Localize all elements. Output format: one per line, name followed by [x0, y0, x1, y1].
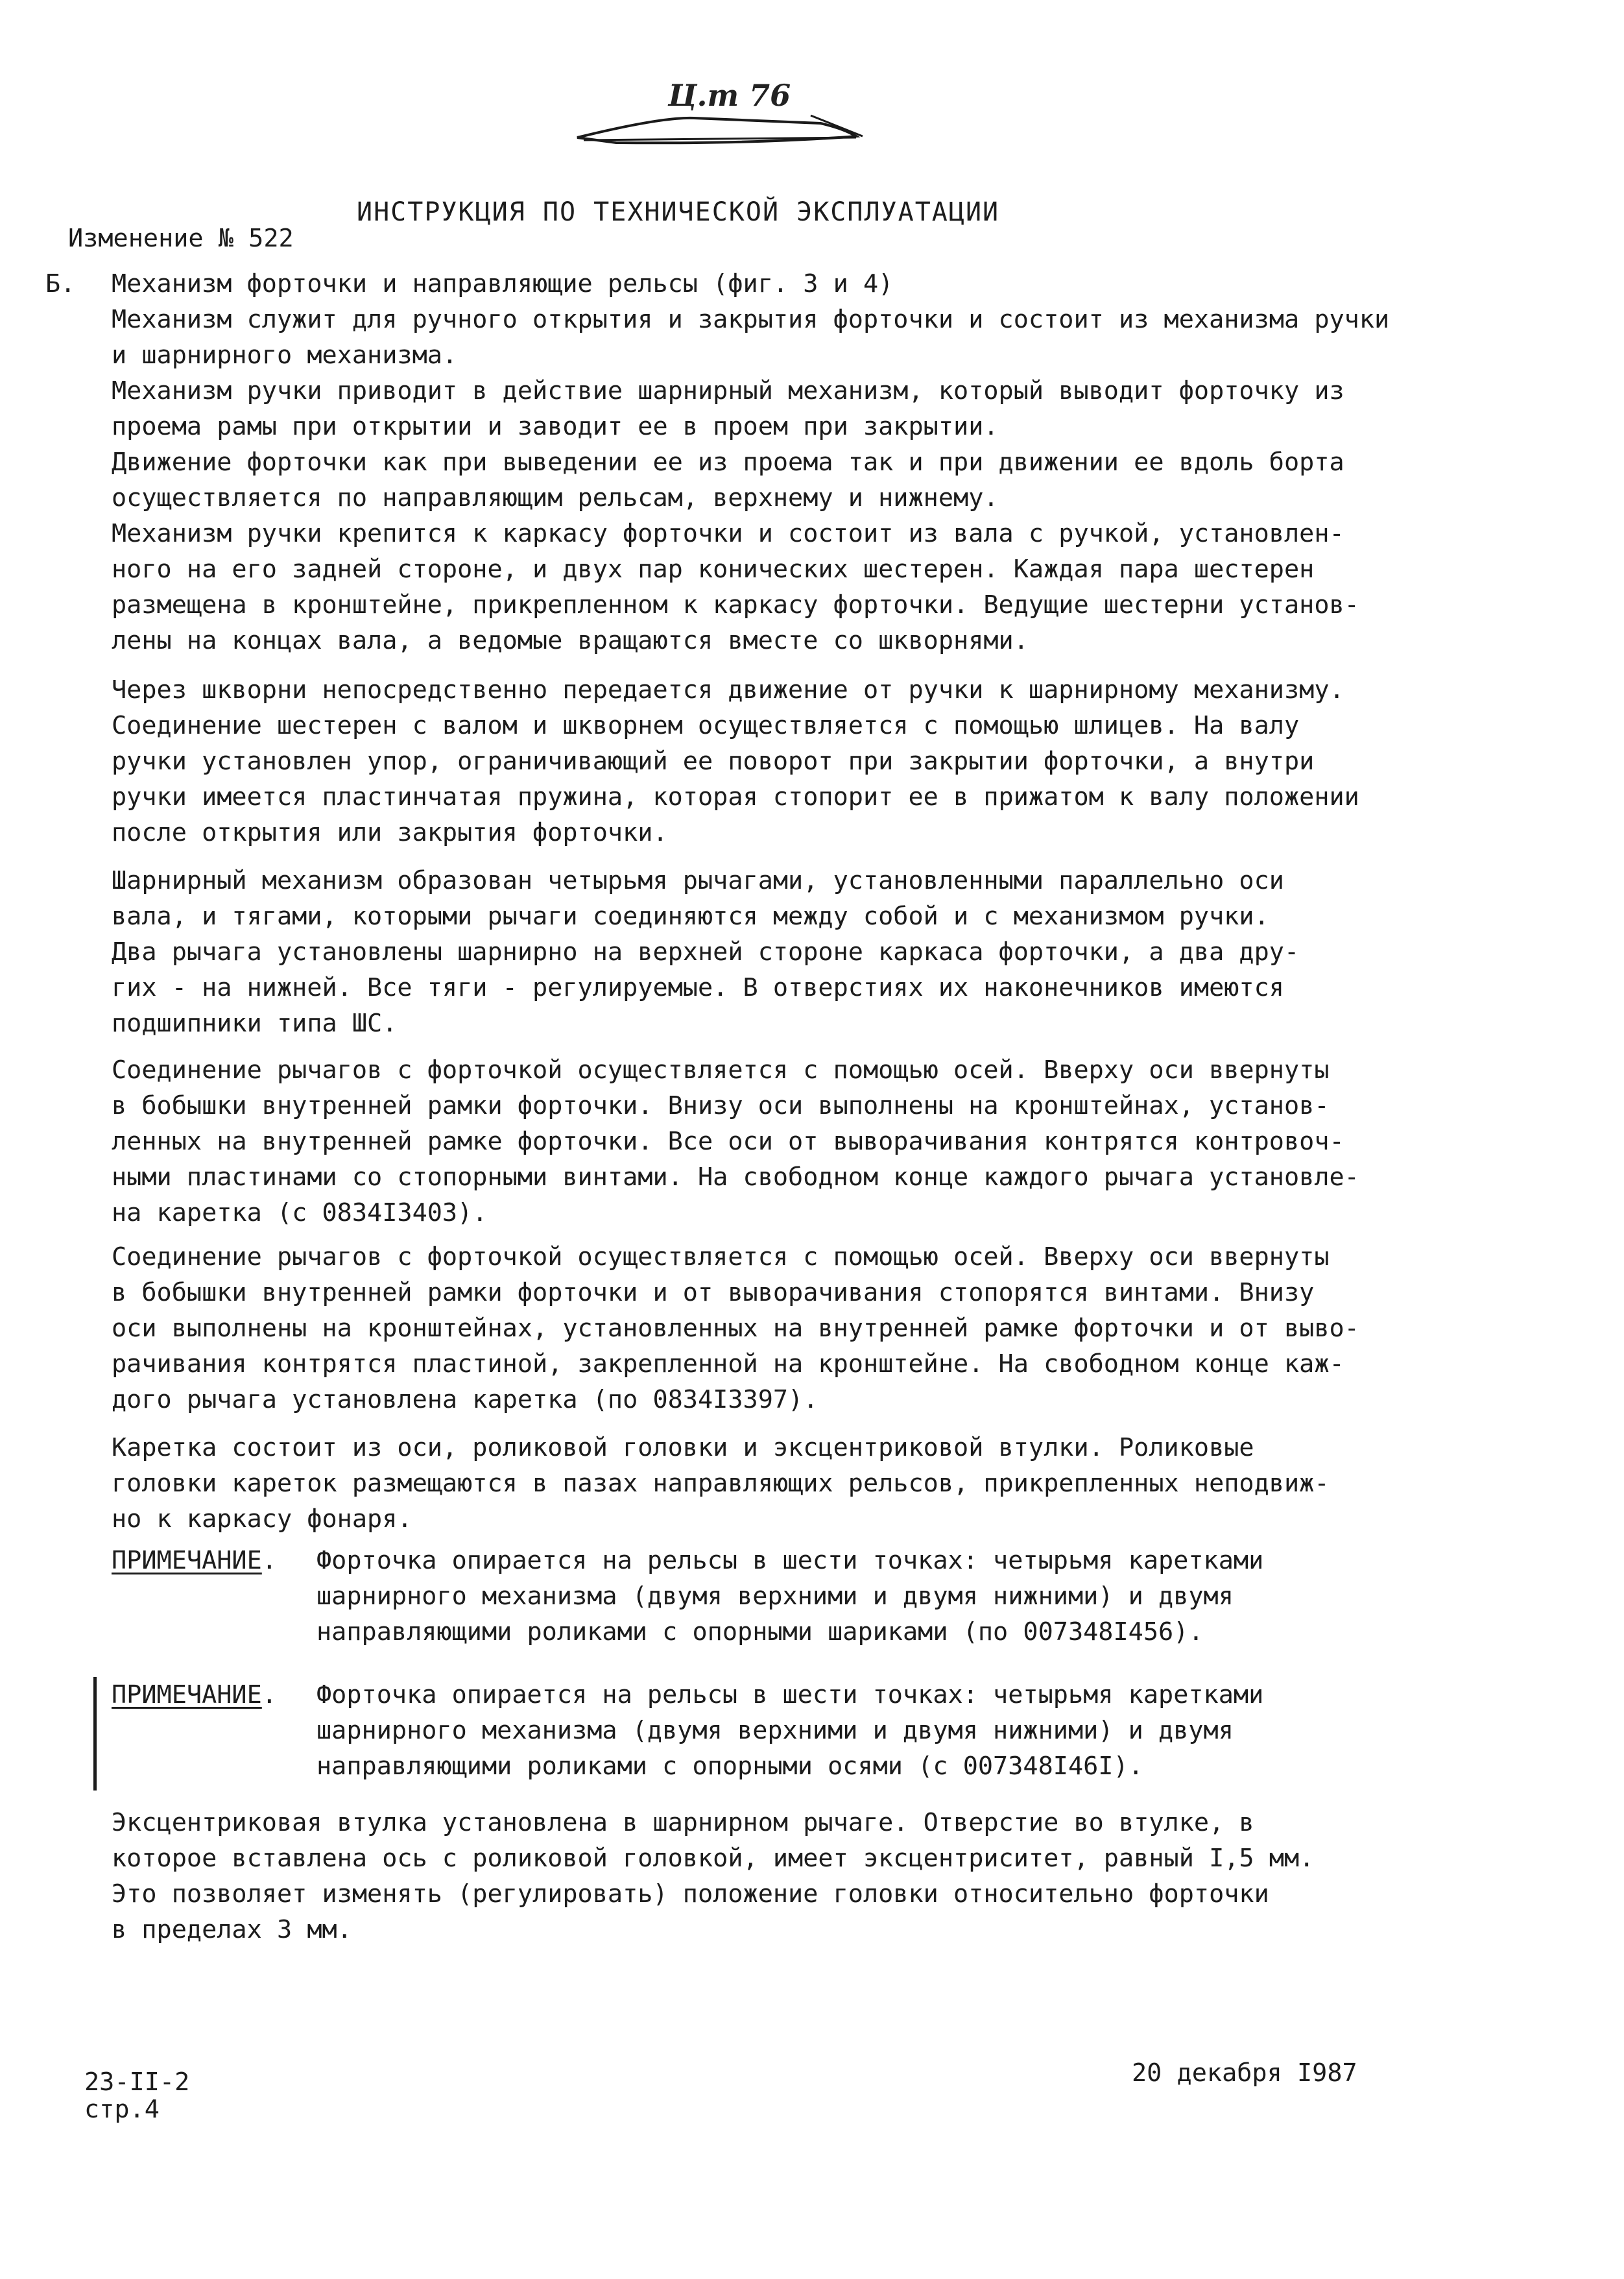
note-label-dot: .	[261, 1680, 277, 1709]
text-line: и шарнирного механизма.	[112, 341, 458, 370]
text-line: вала, и тягами, которыми рычаги соединяются между собой и с механизмом ручки.	[112, 902, 1269, 931]
paragraph-5	[112, 1239, 1359, 1417]
paragraph-2	[112, 672, 1359, 850]
text-line: Движение форточки как при выведении ее из проема так и при движении ее вдоль борта	[112, 448, 1344, 477]
text-line: Эксцентриковая втулка установлена в шарнирном рычаге. Отверстие во втулке, в	[112, 1808, 1254, 1837]
text-line: шарнирного механизма (двумя верхними и двумя нижними) и двумя	[316, 1716, 1234, 1745]
change-bar	[93, 1677, 97, 1791]
text-line: в бобышки внутренней рамки форточки и от выворачивания стопорятся винтами. Внизу	[112, 1278, 1315, 1307]
note-2-label	[112, 1677, 277, 1713]
paragraph-3	[112, 863, 1299, 1041]
text-line: Два рычага установлены шарнирно на верхней стороне каркаса форточки, а два дру-	[112, 937, 1300, 967]
paragraph-7	[112, 1805, 1314, 1947]
note-1-text	[316, 1543, 1263, 1650]
text-line: ного на его задней стороне, и двух пар конических шестерен. Каждая пара шестерен	[112, 555, 1315, 584]
text-line: лены на концах вала, а ведомые вращаются вместе со шкворнями.	[112, 626, 1029, 655]
note-2-text	[316, 1677, 1263, 1784]
text-line: Механизм служит для ручного открытия и закрытия форточки и состоит из механизма ручки	[112, 305, 1390, 334]
page-number: стр.4	[84, 2095, 160, 2124]
text-line: подшипники типа ШС.	[112, 1009, 398, 1038]
text-line: которое вставлена ось с роликовой головкой, имеет эксцентриситет, равный I,5 мм.	[112, 1844, 1315, 1873]
text-line: Это позволяет изменять (регулировать) положение головки относительно форточки	[112, 1879, 1269, 1909]
text-line: в бобышки внутренней рамки форточки. Внизу оси выполнены на кронштейнах, установ-	[112, 1091, 1330, 1120]
text-line: Каретка состоит из оси, роликовой головки и эксцентриковой втулки. Роликовые	[112, 1433, 1254, 1462]
note-label-dot: .	[261, 1546, 277, 1575]
text-line: направляющими роликами с опорными осями (с 007348I46I).	[316, 1752, 1143, 1781]
document-title: ИНСТРУКЦИЯ ПО ТЕХНИЧЕСКОЙ ЭКСПЛУАТАЦИИ	[357, 197, 1000, 227]
text-line: но к каркасу фонаря.	[112, 1504, 412, 1534]
paragraph-6	[112, 1430, 1330, 1537]
text-line: ручки установлен упор, ограничивающий ее поворот при закрытии форточки, а внутри	[112, 747, 1315, 776]
change-number: Изменение № 522	[68, 224, 294, 253]
text-line: проема рамы при открытии и заводит ее в проем при закрытии.	[112, 412, 999, 441]
text-line: ручки имеется пластинчатая пружина, которая стопорит ее в прижатом к валу положении	[112, 782, 1359, 812]
text-line: головки кареток размещаются в пазах направляющих рельсов, прикрепленных неподвиж-	[112, 1469, 1330, 1498]
text-line: направляющими роликами с опорными шариками (по 007348I456).	[316, 1617, 1204, 1646]
text-line: размещена в кронштейне, прикрепленном к каркасу форточки. Ведущие шестерни установ-	[112, 590, 1359, 620]
text-line: Через шкворни непосредственно передается движение от ручки к шарнирному механизму.	[112, 675, 1344, 705]
text-line: ленных на внутренней рамке форточки. Все оси от выворачивания контрятся контровоч-	[112, 1127, 1344, 1156]
revision-date: 20 декабря I987	[1132, 2058, 1357, 2088]
text-line: шарнирного механизма (двумя верхними и двумя нижними) и двумя	[316, 1582, 1234, 1611]
text-line: Соединение рычагов с форточкой осуществляется с помощью осей. Вверху оси ввернуты	[112, 1242, 1330, 1272]
paragraph-1	[112, 266, 1389, 658]
text-line: гих - на нижней. Все тяги - регулируемые. В отверстиях их наконечников имеются	[112, 973, 1284, 1002]
text-line: рачивания контрятся пластиной, закрепленной на кронштейне. На свободном конце каж-	[112, 1349, 1344, 1379]
text-line: Соединение шестерен с валом и шкворнем осуществляется с помощью шлицев. На валу	[112, 711, 1300, 740]
note-label: ПРИМЕЧАНИЕ	[112, 1680, 262, 1709]
text-line: осуществляется по направляющим рельсам, верхнему и нижнему.	[112, 483, 999, 512]
text-line: дого рычага установлена каретка (по 0834I3397).	[112, 1385, 818, 1414]
stamp-text: Ц.т 76	[668, 78, 791, 113]
paragraph-4	[112, 1052, 1359, 1231]
text-line: на каретка (с 0834I3403).	[112, 1198, 488, 1227]
text-line: Механизм ручки крепится к каркасу форточки и состоит из вала с ручкой, установлен-	[112, 519, 1344, 548]
text-line: ными пластинами со стопорными винтами. На свободном конце каждого рычага установле-	[112, 1163, 1359, 1192]
text-line: в пределах 3 мм.	[112, 1915, 352, 1944]
text-line: оси выполнены на кронштейнах, установленных на внутренней рамке форточки и от выво-	[112, 1314, 1359, 1343]
note-1-label	[112, 1543, 277, 1578]
section-letter: Б.	[45, 269, 76, 298]
text-line: Форточка опирается на рельсы в шести точках: четырьмя каретками	[316, 1680, 1264, 1709]
text-line: Шарнирный механизм образован четырьмя рычагами, установленными параллельно оси	[112, 866, 1284, 895]
note-label: ПРИМЕЧАНИЕ	[112, 1546, 262, 1575]
text-line: после открытия или закрытия форточки.	[112, 818, 668, 847]
text-line: Механизм ручки приводит в действие шарнирный механизм, который выводит форточку из	[112, 376, 1344, 405]
text-line: Соединение рычагов с форточкой осуществляется с помощью осей. Вверху оси ввернуты	[112, 1055, 1330, 1085]
text-line: Форточка опирается на рельсы в шести точках: четырьмя каретками	[316, 1546, 1264, 1575]
document-code: 23-II-2	[84, 2068, 190, 2097]
text-line: Механизм форточки и направляющие рельсы (фиг. 3 и 4)	[112, 269, 894, 298]
